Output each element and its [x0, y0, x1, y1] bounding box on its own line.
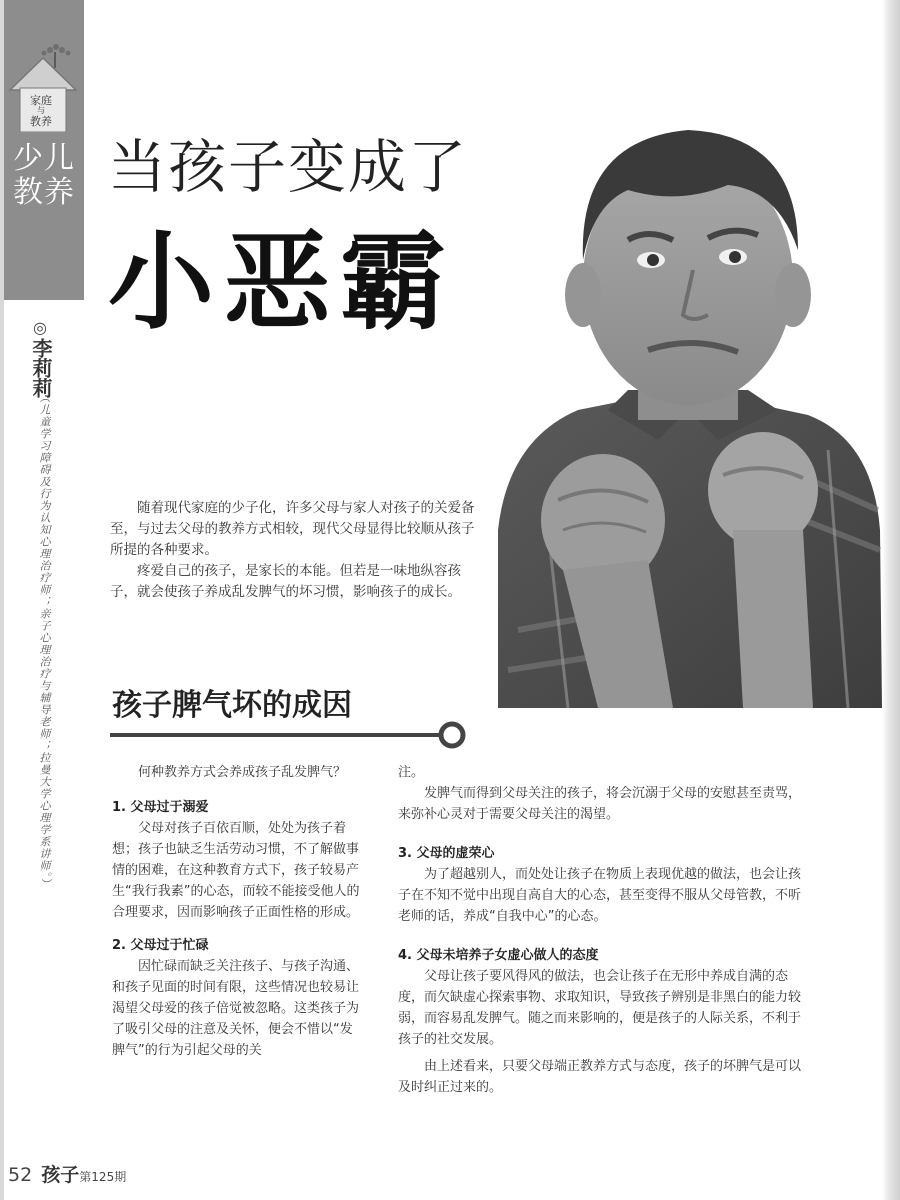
paragraph-2: 因忙碌而缺乏关注孩子、与孩子沟通、和孩子见面的时间有限，这些情况也较易让渴望父母爱的孩子倍觉被忽略。这类孩子为了吸引父母的注意及关怀，便会不惜以“发脾气”的行为引起父母的关 — [112, 959, 360, 1058]
heading-4: 4. 父母未培养子女虚心做人的态度 — [398, 948, 599, 963]
author-bio: （儿童学习障碍及行为认知心理治疗师；亲子心理治疗与辅导老师；拉曼大学心理学系讲师。） — [38, 392, 51, 891]
author-mark: ◎ — [33, 318, 47, 337]
heading-2: 2. 父母过于忙碌 — [112, 938, 209, 953]
paragraph-4: 父母让孩子要风得风的做法，也会让孩子在无形中养成自满的态度，而欠缺虚心探索事物、求取知识，导致孩子辨别是非黑白的能力较弱，而容易乱发脾气。随之而来影响的，便是孩子的人际关系，不利于孩子的社交发展。 — [398, 969, 802, 1047]
page-number: 52 — [8, 1164, 33, 1186]
house-label-bottom: 教养 — [30, 115, 52, 128]
column-name-line2: 教养 — [13, 175, 75, 210]
intro — [110, 498, 480, 603]
scan-edge-right — [882, 0, 900, 1200]
intro-paragraph-2: 疼爱自己的孩子，是家长的本能。但若是一味地纵容孩子，就会使孩子养成乱发脾气的坏习惯，影响孩子的成长。 — [110, 563, 461, 600]
column-name — [6, 142, 82, 210]
lead-question: 何种教养方式会养成孩子乱发脾气？ — [138, 765, 347, 780]
author-name: 李莉莉 — [29, 338, 53, 398]
section-title: 孩子脾气坏的成因 — [112, 688, 352, 723]
right-column — [398, 762, 812, 1098]
house-label — [18, 94, 64, 128]
paragraph-2b: 发脾气而得到父母关注的孩子，将会沉溺于父母的安慰甚至责骂，来弥补心灵对于需要父母关注的渴望。 — [398, 786, 802, 822]
heading-1: 1. 父母过于溺爱 — [112, 800, 209, 815]
intro-paragraph-1: 随着现代家庭的少子化，许多父母与家人对孩子的关爱备至，与过去父母的教养方式相较，现代父母显得比较顺从孩子所提的各种要求。 — [110, 500, 475, 558]
paragraph-1: 父母对孩子百依百顺，处处为孩子着想；孩子也缺乏生活劳动习惯，不了解做事情的困难，在这种教育方式下，孩子较易产生“我行我素”的心态，而较不能接受他人的合理要求，因而影响孩子正面性格的形成。 — [112, 821, 360, 920]
house-label-mid: 与 — [37, 106, 45, 115]
left-column — [112, 762, 362, 1061]
heading-3: 3. 父母的虚荣心 — [398, 846, 495, 861]
column-name-line1: 少儿 — [13, 141, 75, 176]
boy-photo — [488, 110, 882, 708]
magazine-name: 孩子 — [41, 1164, 80, 1186]
footer — [8, 1160, 126, 1186]
section-rule — [110, 720, 470, 750]
issue-number: 第125期 — [79, 1170, 127, 1184]
paragraph-5: 由上述看来，只要父母端正教养方式与态度，孩子的坏脾气是可以及时纠正过来的。 — [398, 1059, 802, 1095]
paragraph-3: 为了超越别人，而处处让孩子在物质上表现优越的做法，也会让孩子在不知不觉中出现自高自大的心态，甚至变得不服从父母管教，不听老师的话，养成“自我中心”的心态。 — [398, 867, 802, 924]
title-line1: 当孩子变成了 — [108, 133, 469, 201]
paragraph-2-continued: 注。 — [398, 765, 425, 780]
house-label-top: 家庭 — [30, 94, 52, 107]
title-line2: 小恶霸 — [108, 221, 456, 344]
